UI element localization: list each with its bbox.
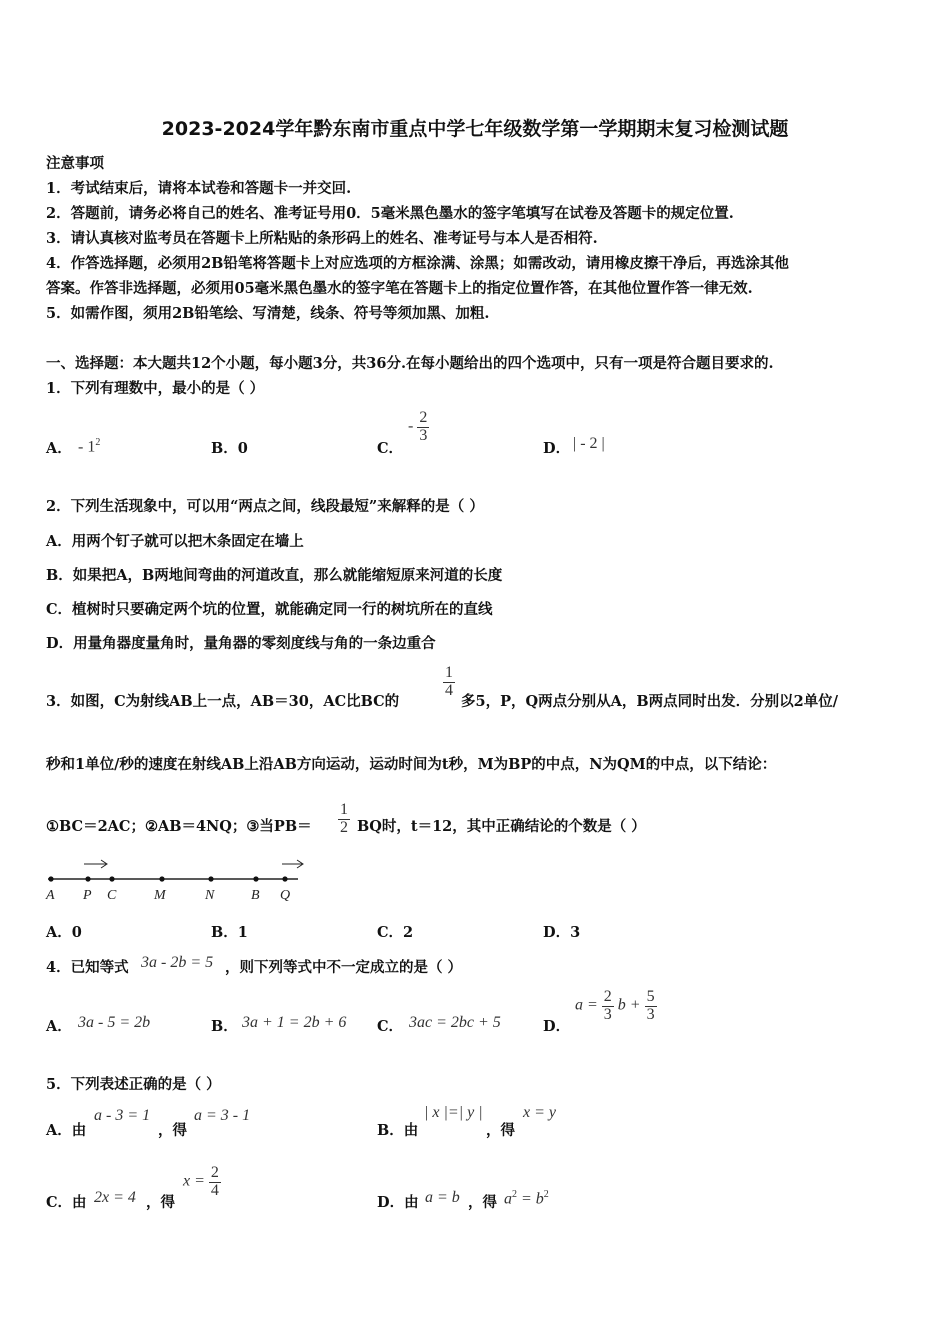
notice-heading: 注意事项 xyxy=(46,155,104,172)
notice-item: 5．如需作图，须用2B铅笔绘、写清楚，线条、符号等须加黑、加粗. xyxy=(46,305,490,322)
point-n-dot xyxy=(208,876,213,881)
q5-option-b-expr2: x = y xyxy=(523,1104,556,1121)
q5-stem: 5．下列表述正确的是（ ） xyxy=(46,1076,221,1093)
q4-option-c-label: C． xyxy=(377,1018,404,1035)
q5-option-a-expr1: a - 3 = 1 xyxy=(94,1107,151,1124)
q2-option: C．植树时只要确定两个坑的位置，就能确定同一行的树坑所在的直线 xyxy=(46,601,493,618)
q1-option-c-label: C． xyxy=(377,440,404,457)
point-label: N xyxy=(205,888,215,903)
point-label: C xyxy=(107,888,117,903)
q4-stem-b: ，则下列等式中不一定成立的是（ ） xyxy=(225,959,463,976)
q5-option-d-label: D．由 xyxy=(377,1194,419,1211)
point-label: P xyxy=(83,888,92,903)
q4-stem-a: 4．已知等式 xyxy=(46,959,129,976)
q5-option-b-label: B．由 xyxy=(377,1122,419,1139)
q5-option-d-expr1: a = b xyxy=(425,1189,460,1206)
q5-option-d-mid: ，得 xyxy=(468,1194,497,1211)
point-label: M xyxy=(154,888,166,903)
q5-option-c-mid: ，得 xyxy=(146,1194,175,1211)
q3-line2: 秒和1单位/秒的速度在射线AB上沿AB方向运动，运动时间为t秒，M为BP的中点，N为QM的中点，以下结论： xyxy=(46,756,777,773)
point-label: A xyxy=(46,888,55,903)
q4-option-c-expr: 3ac = 2bc + 5 xyxy=(409,1014,501,1031)
q4-option-b-label: B． xyxy=(211,1018,238,1035)
q5-option-d-expr2: $a^2 = b^2$ xyxy=(504,1189,549,1208)
q3-fraction-half: $\frac{1}{2}$ xyxy=(340,801,348,836)
q5-option-b-expr1: | x |=| y | xyxy=(424,1104,483,1121)
q4-option-d-label: D． xyxy=(543,1018,571,1035)
q4-option-a-label: A． xyxy=(46,1018,72,1035)
section-heading: 一、选择题：本大题共12个小题，每小题3分，共36分.在每小题给出的四个选项中，只有一项是符合题目要求的. xyxy=(46,355,774,372)
notice-item: 答案。作答非选择题，必须用05毫米黑色墨水的签字笔在答题卡上的指定位置作答，在其他位置作答一律无效. xyxy=(46,280,753,297)
q3-line1-a: 3．如图，C为射线AB上一点，AB＝30，AC比BC的 xyxy=(46,693,400,710)
q2-option: D．用量角器度量角时，量角器的零刻度线与角的一条边重合 xyxy=(46,635,436,652)
q4-stem-expr: 3a - 2b = 5 xyxy=(141,954,214,971)
q1-option-a-expr: - $1^2$ xyxy=(78,437,101,456)
q3-line3-b: BQ时，t＝12，其中正确结论的个数是（ ） xyxy=(357,818,646,835)
q3-fraction: $\frac{1}{4}$ xyxy=(445,664,453,699)
q5-option-a-expr2: a = 3 - 1 xyxy=(194,1107,251,1124)
q5-option-c-expr1: 2x = 4 xyxy=(94,1189,136,1206)
point-p-dot xyxy=(85,876,90,881)
q1-option-d-expr: | - 2 | xyxy=(573,435,605,452)
q1-stem: 1．下列有理数中，最小的是（ ） xyxy=(46,380,265,397)
q3-number-line-figure xyxy=(40,852,320,908)
q3-option: D．3 xyxy=(543,924,581,941)
point-c-dot xyxy=(109,876,114,881)
q3-option: C．2 xyxy=(377,924,414,941)
page-title: 2023-2024学年黔东南市重点中学七年级数学第一学期期末复习检测试题 xyxy=(161,118,789,140)
q5-option-a-mid: ，得 xyxy=(158,1122,187,1139)
q5-option-c-label: C．由 xyxy=(46,1194,87,1211)
point-b-dot xyxy=(253,876,258,881)
q2-stem: 2．下列生活现象中，可以用“两点之间，线段最短”来解释的是（ ） xyxy=(46,498,484,515)
q3-line3-a: ①BC＝2AC；②AB＝4NQ；③当PB＝ xyxy=(46,818,312,835)
point-a-dot xyxy=(48,876,53,881)
notice-item: 2．答题前，请务必将自己的姓名、准考证号用0．5毫米黑色墨水的签字笔填写在试卷及答题卡的规定位置. xyxy=(46,205,734,222)
q3-line1-b: 多5，P，Q两点分别从A，B两点同时出发．分别以2单位/ xyxy=(461,693,839,710)
notice-item: 1．考试结束后，请将本试卷和答题卡一并交回. xyxy=(46,180,352,197)
q5-option-c-expr2: x = $\frac{2}{4}$ xyxy=(183,1164,219,1199)
q5-option-a-label: A．由 xyxy=(46,1122,87,1139)
q3-option: B．1 xyxy=(211,924,248,941)
q1-option-d-label: D． xyxy=(543,440,571,457)
point-label: Q xyxy=(280,888,291,903)
q4-option-a-expr: 3a - 5 = 2b xyxy=(78,1014,151,1031)
point-label: B xyxy=(251,888,260,903)
q1-option-c-expr: - $\frac{2}{3}$ xyxy=(408,409,428,444)
q5-option-b-mid: ，得 xyxy=(486,1122,515,1139)
q2-option: B．如果把A，B两地间弯曲的河道改直，那么就能缩短原来河道的长度 xyxy=(46,567,503,584)
q4-option-b-expr: 3a + 1 = 2b + 6 xyxy=(242,1014,347,1031)
q2-option: A．用两个钉子就可以把木条固定在墙上 xyxy=(46,533,304,550)
q3-option: A．0 xyxy=(46,924,82,941)
point-q-dot xyxy=(282,876,287,881)
q1-option-b: B．0 xyxy=(211,440,248,457)
notice-item: 4．作答选择题，必须用2B铅笔将答题卡上对应选项的方框涂满、涂黑；如需改动，请用橡皮擦干净后，再选涂其他 xyxy=(46,255,789,272)
notice-item: 3．请认真核对监考员在答题卡上所粘贴的条形码上的姓名、准考证号与本人是否相符. xyxy=(46,230,598,247)
point-m-dot xyxy=(159,876,164,881)
q1-option-a-label: A． xyxy=(46,440,72,457)
fraction: $\frac{2}{3}$ xyxy=(419,409,428,444)
q4-option-d-expr: a = $\frac{2}{3}$ b + $\frac{5}{3}$ xyxy=(575,988,655,1023)
